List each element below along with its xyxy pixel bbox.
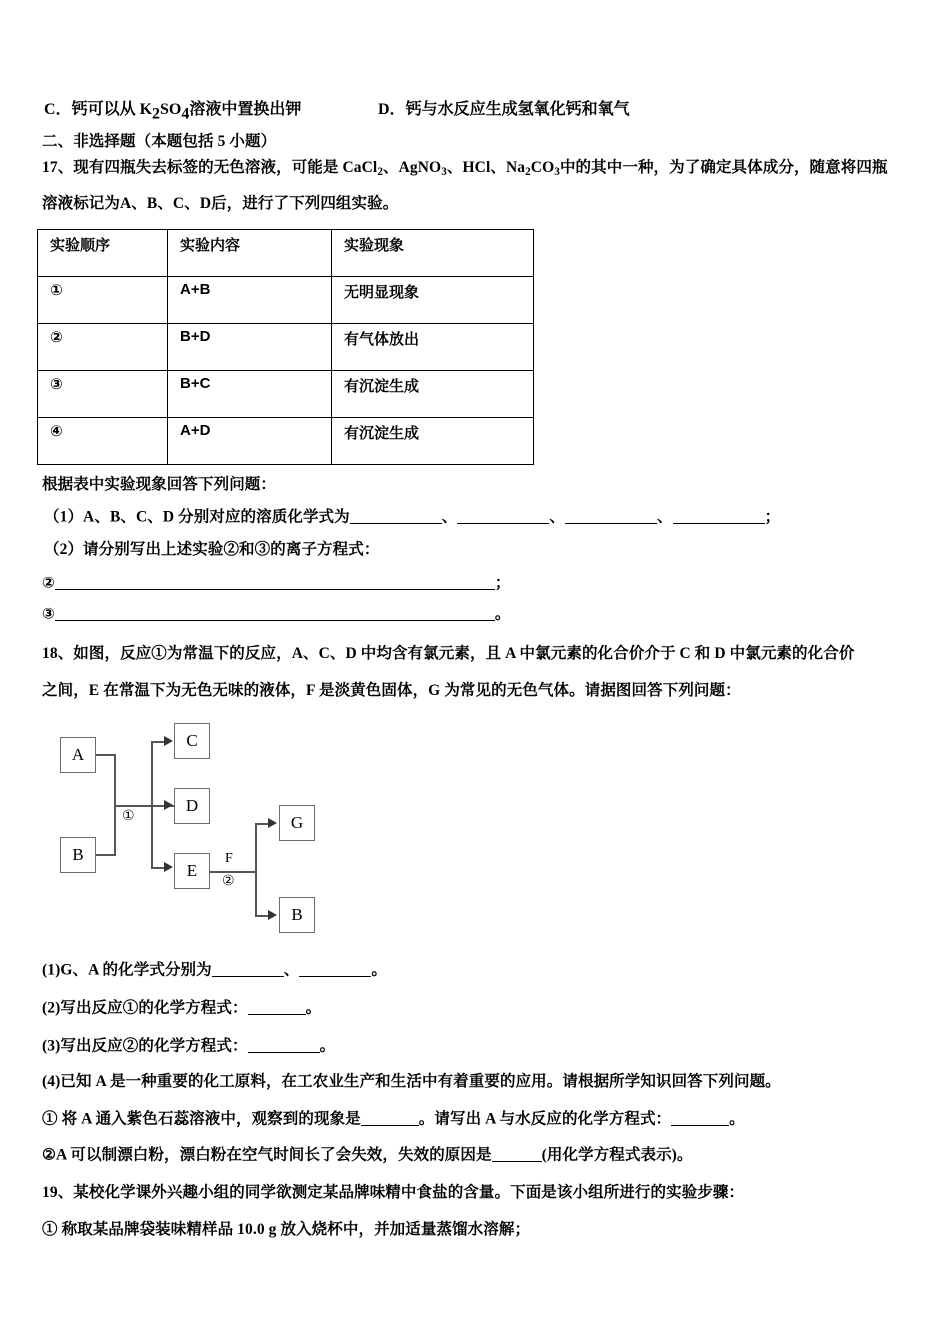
row-order: ③ [38,371,168,418]
q17-ask-line: 根据表中实验现象回答下列问题： [42,476,277,493]
flow-arrow-to-e [164,862,173,872]
flow-label-reaction-1: ① [122,808,135,824]
q17-answer-blank-b[interactable] [457,509,549,524]
q18-sub2-text: (2)写出反应①的化学方程式： [42,999,248,1017]
q18-sub41-end: 。 [729,1110,745,1128]
table-row [38,277,534,324]
flow-box-g: G [279,805,315,841]
row-order: ② [38,324,168,371]
q17-blank-line-2 [42,575,510,591]
table-header-order: 实验顺序 [38,230,168,277]
row-phenomenon: 有气体放出 [332,324,534,371]
q17-stem-part-e: 中的其中一种，为了确定具体成分，随意将四瓶 [559,159,888,176]
q18-sub-4-item-1 [42,1111,745,1127]
q17-blank3-end: 。 [494,605,511,623]
flow-box-a: A [60,737,96,773]
q17-stem-line-1 [42,160,888,178]
q17-stem-part-a: 17、现有四瓶失去标签的无色溶液，可能是 CaCl [42,159,378,176]
q17-stem-line-2: 溶液标记为A、B、C、D后，进行了下列四组实验。 [42,195,399,212]
q17-answer-blank-c[interactable] [565,509,657,524]
q17-sub-1 [44,509,780,525]
q17-formula-co3-sub: 3 [554,166,560,179]
row-order: ① [38,277,168,324]
flow-edge-splitter [151,741,153,867]
q18-answer-blank-eq1[interactable] [248,1000,306,1015]
q18-sub-3 [42,1038,335,1054]
q18-sub1-end: 。 [371,961,387,979]
flow-edge-a-out [96,754,116,756]
row-phenomenon: 有沉淀生成 [332,418,534,465]
q19-stem-line-2: ① 称取某品牌袋装味精样品 10.0 g 放入烧杯中，并加适量蒸馏水溶解； [42,1221,531,1238]
table-header-content: 实验内容 [168,230,332,277]
q18-sub3-text: (3)写出反应②的化学方程式： [42,1037,248,1055]
option-d-text: 钙与水反应生成氢氧化钙和氧气 [405,101,630,118]
option-c-text-mid: SO [160,101,182,118]
q17-answer-blank-d[interactable] [673,509,765,524]
q18-answer-blank-g[interactable] [212,962,284,977]
q18-answer-blank-a[interactable] [299,962,371,977]
option-c[interactable] [44,96,301,123]
q18-stem-line-1: 18、如图，反应①为常温下的反应，A、C、D 中均含有氯元素，且 A 中氯元素的化合价介于 C 和 D 中氯元素的化合价 [42,645,855,662]
q17-sep-1: 、 [441,508,458,526]
section-heading: 二、非选择题（本题包括 5 小题） [42,133,277,150]
q17-sep-2: 、 [549,508,565,526]
q17-blank3-label: ③ [42,604,55,623]
experiment-table [37,229,534,465]
q18-sub-4-item-2 [42,1147,693,1163]
table-row [38,418,534,465]
q18-sub42-end: (用化学方程式表示)。 [541,1146,693,1164]
q18-sub-4: (4)已知 A 是一种重要的化工原料，在工农业生产和生活中有着重要的应用。请根据所学知识回答下列问题。 [42,1073,781,1090]
q17-formula-na2-sub: 2 [525,166,531,179]
option-c-letter: C． [44,101,72,118]
q17-formula-cacl2-sub: 2 [377,166,384,179]
table-header-phenomenon: 实验现象 [332,230,534,277]
q18-answer-blank-phenomenon[interactable] [361,1111,419,1126]
row-content: B+C [168,371,332,418]
flow-label-reaction-2: ② [222,873,235,889]
q17-blank2-end: ； [494,574,511,592]
flow-box-d: D [174,788,210,824]
flow-edge-right-splitter [255,823,257,915]
reaction-flow-diagram [50,715,380,945]
q17-answer-blank-eq2[interactable] [55,575,495,590]
flow-arrow-to-b2 [268,910,277,920]
flow-box-b: B [60,837,96,873]
option-d-letter: D． [378,101,406,118]
flow-arrow-to-c [164,736,173,746]
option-c-text-after: 溶液中置换出钾 [189,101,302,118]
table-row [38,371,534,418]
option-c-text-before: 钙可以从 K [71,101,153,118]
q18-answer-blank-eq2[interactable] [248,1038,320,1053]
row-content: A+D [168,418,332,465]
q18-sub-2 [42,1000,321,1016]
flow-box-b2: B [279,897,315,933]
row-content: B+D [168,324,332,371]
q18-sub1-text: (1)G、A 的化学式分别为 [42,961,212,979]
flow-arrow-to-g [268,818,277,828]
q17-sep-3: 、 [656,508,673,526]
q17-answer-blank-eq3[interactable] [55,606,495,621]
q17-stem-part-d: CO [530,159,555,176]
q18-sub3-end: 。 [319,1037,336,1055]
q17-formula-agno3-sub: 3 [441,166,447,179]
q17-blank-line-3 [42,606,510,622]
row-content: A+B [168,277,332,324]
q18-sub41-text-b: 。请写出 A 与水反应的化学方程式： [418,1110,672,1128]
table-row [38,324,534,371]
option-c-sub-2: 4 [181,105,190,123]
flow-label-substance-f: F [225,851,233,866]
q18-sub-1 [42,962,387,978]
row-phenomenon: 无明显现象 [332,277,534,324]
row-order: ④ [38,418,168,465]
flow-box-e: E [174,853,210,889]
q18-sub1-sep: 、 [283,961,300,979]
table-header-row [38,230,534,277]
choice-options-row [44,96,914,123]
q18-answer-blank-water-eq[interactable] [671,1111,729,1126]
flow-edge-b-out [96,854,116,856]
q18-sub41-text-a: ① 将 A 通入紫色石蕊溶液中，观察到的现象是 [42,1110,361,1128]
q17-answer-blank-a[interactable] [350,509,442,524]
row-phenomenon: 有沉淀生成 [332,371,534,418]
flow-arrow-to-d [164,800,173,810]
option-c-sub-1: 2 [152,105,161,123]
option-d[interactable] [378,96,630,119]
q17-sub1-end: ； [764,508,781,526]
q19-stem-line-1: 19、某校化学课外兴趣小组的同学欲测定某品牌味精中食盐的含量。下面是该小组所进行的实验步骤： [42,1184,745,1201]
q17-stem-part-b: 、AgNO [383,159,442,176]
q18-stem-line-2: 之间，E 在常温下为无色无味的液体，F 是淡黄色固体，G 为常见的无色气体。请据图回答下列问题： [42,682,741,699]
q17-stem-part-c: 、HCl、Na [446,159,526,176]
q17-blank2-label: ② [42,573,55,592]
q17-sub-2: （2）请分别写出上述实验②和③的离子方程式： [44,541,380,558]
flow-box-c: C [174,723,210,759]
q18-sub42-text: ②A 可以制漂白粉，漂白粉在空气时间长了会失效，失效的原因是 [42,1146,492,1164]
q18-sub2-end: 。 [305,999,322,1017]
q18-answer-blank-bleach[interactable] [492,1147,542,1162]
q17-sub1-prefix: （1）A、B、C、D 分别对应的溶质化学式为 [44,508,350,526]
